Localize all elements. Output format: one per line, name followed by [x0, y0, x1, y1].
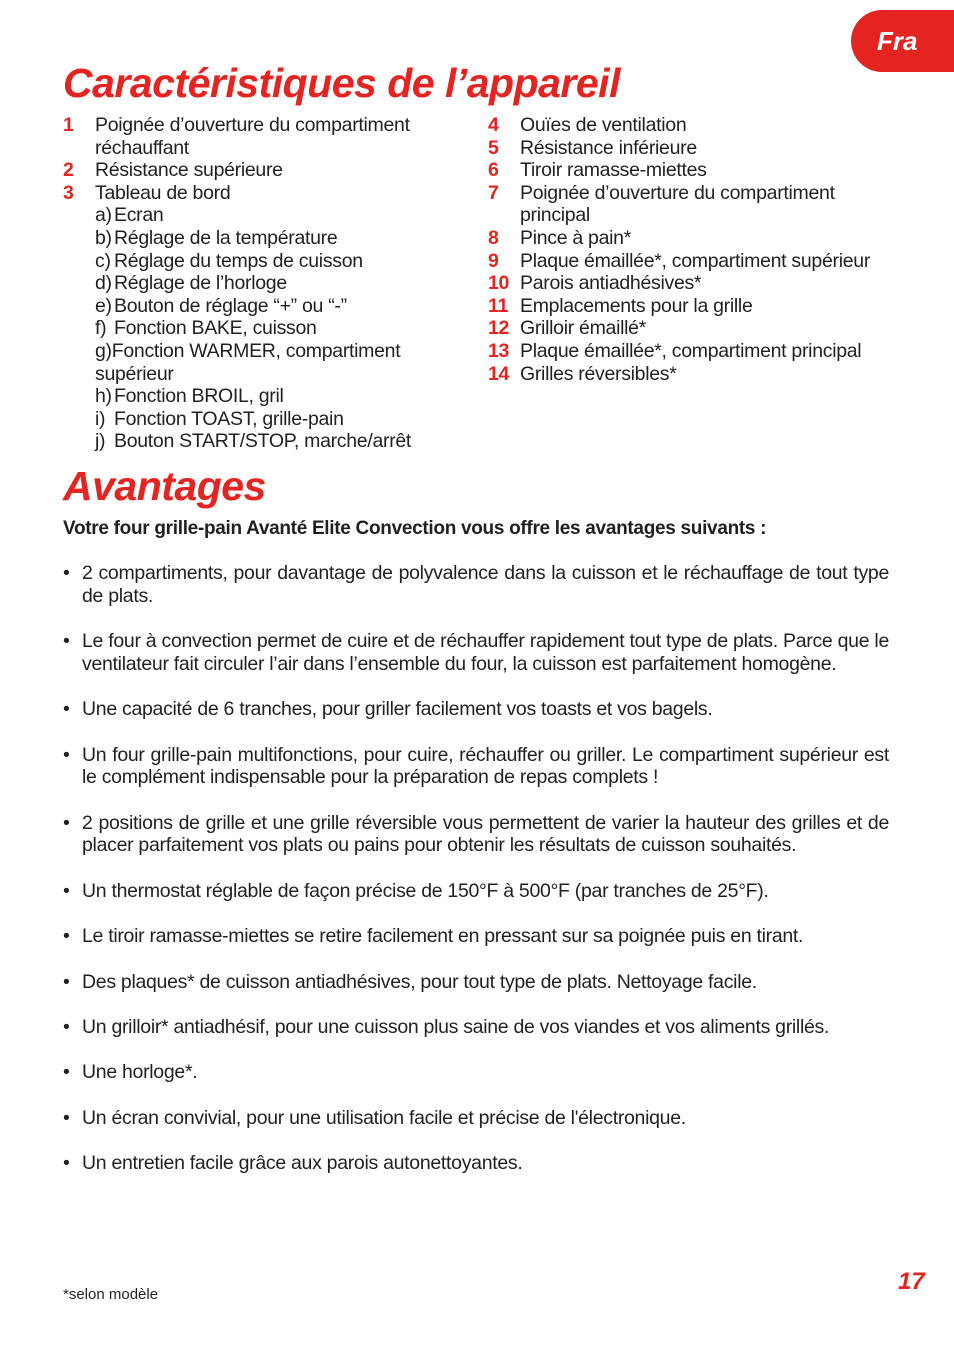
- feature-text: Parois antiadhésives*: [520, 272, 702, 295]
- page-title: Caractéristiques de l’appareil: [63, 60, 620, 106]
- sub-text: Fonction BAKE, cuisson: [114, 317, 317, 340]
- dashboard-item: [95, 227, 463, 250]
- page-number: 17: [898, 1268, 925, 1295]
- sub-text: Réglage de l’horloge: [114, 272, 287, 295]
- dashboard-item: [95, 385, 463, 408]
- feature-text: Grilloir émaillé*: [520, 317, 647, 340]
- advantage-item: • Une horloge*.: [63, 1061, 889, 1084]
- feature-number: 5: [488, 136, 499, 159]
- sub-letter: j): [95, 430, 106, 453]
- feature-text: Plaque émaillée*, compartiment principal: [520, 339, 862, 362]
- feature-item: [488, 137, 888, 160]
- feature-text: Grilles réversibles*: [520, 362, 677, 385]
- advantage-item: • Un écran convivial, pour une utilisation facile et précise de l'électronique.: [63, 1107, 889, 1130]
- dashboard-item: [95, 317, 463, 340]
- advantage-item: • Un thermostat réglable de façon précise de 150°F à 500°F (par tranches de 25°F).: [63, 880, 889, 903]
- dashboard-item: [95, 250, 463, 273]
- advantage-item: • Un four grille-pain multifonctions, pour cuire, réchauffer ou griller. Le compartiment supérieur est le complément indispensable pour la préparation de repas complets !: [63, 744, 889, 789]
- advantage-item: • Des plaques* de cuisson antiadhésives, pour tout type de plats. Nettoyage facile.: [63, 971, 889, 994]
- feature-text: Tiroir ramasse-miettes: [520, 159, 707, 182]
- sub-text: Ecran: [114, 204, 164, 227]
- advantage-item: • Une capacité de 6 tranches, pour griller facilement vos toasts et vos bagels.: [63, 698, 889, 721]
- sub-text: Réglage de la température: [114, 226, 338, 249]
- advantage-item: • Un grilloir* antiadhésif, pour une cuisson plus saine de vos viandes et vos aliments grillés.: [63, 1016, 889, 1039]
- features-list-left: [63, 114, 463, 453]
- advantage-item: • Le tiroir ramasse-miettes se retire facilement en pressant sur sa poignée puis en tirant.: [63, 925, 889, 948]
- feature-number: 6: [488, 159, 499, 182]
- feature-number: 7: [488, 181, 499, 204]
- feature-item: [63, 182, 463, 453]
- sub-letter: a): [95, 204, 112, 227]
- sub-text: Fonction TOAST, grille-pain: [114, 407, 344, 430]
- advantages-list: [63, 562, 889, 1198]
- feature-number: 3: [63, 181, 74, 204]
- advantages-intro: Votre four grille-pain Avanté Elite Convection vous offre les avantages suivants :: [63, 518, 767, 539]
- advantages-title: Avantages: [63, 463, 266, 509]
- features-list-right: [488, 114, 888, 385]
- dashboard-item: [95, 340, 463, 385]
- feature-number: 9: [488, 249, 499, 272]
- feature-text: Plaque émaillée*, compartiment supérieur: [520, 249, 871, 272]
- feature-text: Emplacements pour la grille: [520, 294, 753, 317]
- dashboard-sublist: [95, 204, 463, 453]
- dashboard-item: [95, 408, 463, 431]
- advantage-item: • 2 positions de grille et une grille réversible vous permettent de varier la hauteur des grilles et de placer parfaitement vos plats ou pains pour obtenir les résultats de cuisson souhaités.: [63, 812, 889, 857]
- feature-number: 1: [63, 114, 74, 136]
- feature-text: Ouïes de ventilation: [520, 114, 687, 136]
- sub-text: Bouton de réglage “+” ou “-”: [114, 294, 347, 317]
- sub-letter: f): [95, 317, 107, 340]
- sub-letter: b): [95, 226, 112, 249]
- dashboard-item: [95, 430, 463, 453]
- feature-number: 2: [63, 159, 74, 182]
- dashboard-item: [95, 272, 463, 295]
- feature-item: [488, 363, 888, 386]
- feature-item: [488, 340, 888, 363]
- sub-text: Fonction WARMER, compartiment supérieur: [95, 339, 401, 385]
- sub-text: Fonction BROIL, gril: [114, 385, 284, 408]
- sub-text: Réglage du temps de cuisson: [114, 249, 363, 272]
- dashboard-item: [95, 295, 463, 318]
- feature-number: 14: [488, 362, 510, 385]
- feature-item: [63, 114, 463, 159]
- feature-text: Pince à pain*: [520, 226, 632, 249]
- sub-text: Bouton START/STOP, marche/arrêt: [114, 430, 412, 453]
- feature-item: [488, 114, 888, 137]
- sub-letter: g): [95, 339, 112, 362]
- feature-number: 4: [488, 114, 499, 136]
- feature-number: 8: [488, 226, 499, 249]
- footnote: *selon modèle: [63, 1286, 159, 1303]
- dashboard-item: [95, 204, 463, 227]
- feature-text: Tableau de bord: [95, 181, 231, 204]
- feature-item: [488, 295, 888, 318]
- feature-item: [488, 250, 888, 273]
- sub-letter: c): [95, 249, 111, 272]
- sub-letter: h): [95, 385, 112, 408]
- advantage-item: • 2 compartiments, pour davantage de polyvalence dans la cuisson et le réchauffage de tout type de plats.: [63, 562, 889, 607]
- feature-item: [63, 159, 463, 182]
- feature-item: [488, 159, 888, 182]
- feature-number: 11: [488, 294, 509, 317]
- feature-text: Résistance inférieure: [520, 136, 697, 159]
- sub-letter: e): [95, 294, 112, 317]
- feature-item: [488, 182, 888, 227]
- feature-number: 10: [488, 272, 510, 295]
- advantage-item: • Un entretien facile grâce aux parois autonettoyantes.: [63, 1152, 889, 1175]
- feature-text: Poignée d’ouverture du compartiment réchauffant: [95, 114, 410, 159]
- feature-number: 13: [488, 339, 510, 362]
- feature-number: 12: [488, 317, 510, 340]
- feature-item: [488, 272, 888, 295]
- feature-item: [488, 227, 888, 250]
- feature-text: Poignée d’ouverture du compartiment principal: [520, 181, 835, 227]
- sub-letter: i): [95, 407, 106, 430]
- feature-text: Résistance supérieure: [95, 159, 283, 182]
- feature-item: [488, 317, 888, 340]
- advantage-item: • Le four à convection permet de cuire et de réchauffer rapidement tout type de plats. Parce que le ventilateur fait circuler l’air dans l’ensemble du four, la cuisson est parfaitement homogène.: [63, 630, 889, 675]
- sub-letter: d): [95, 272, 112, 295]
- language-tab: Fra: [851, 10, 954, 72]
